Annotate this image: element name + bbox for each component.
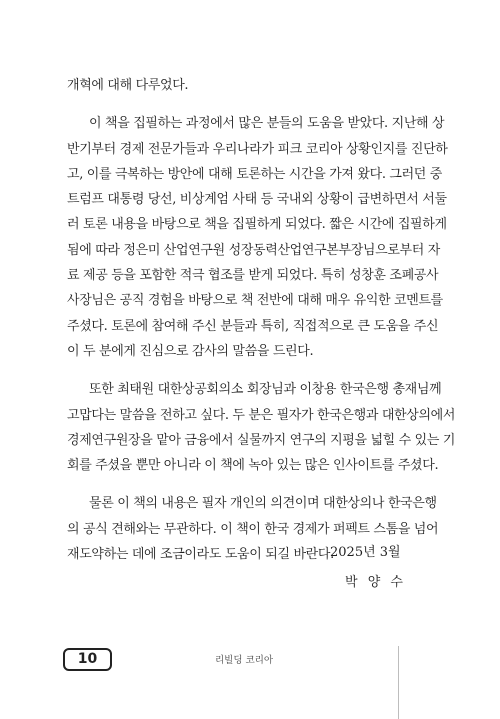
body-text — [67, 73, 456, 567]
paragraph-gap — [67, 364, 425, 377]
paragraph-4-line: 의 공식 견해와는 무관하다. 이 책이 한국 경제가 퍼펙트 스톰을 넘어 — [67, 521, 439, 537]
paragraph-3-line: 경제연구원장을 맡아 금융에서 실물까지 연구의 지평을 넓힐 수 있는 기 — [67, 432, 456, 448]
paragraph-gap — [67, 478, 425, 491]
paragraph-2-line: 주셨다. 토론에 참여해 주신 분들과 특히, 직접적으로 큰 도움을 주신 — [67, 318, 439, 334]
paragraph-2-line: 러 토론 내용을 바탕으로 책을 집필하게 되었다. 짧은 시간에 집필하게 — [67, 217, 447, 233]
paragraph-3-line: 회를 주셨을 뿐만 아니라 이 책에 녹아 있는 많은 인사이트를 주셨다. — [67, 458, 439, 474]
paragraph-gap — [67, 98, 425, 111]
paragraph-4-line: 재도약하는 데에 조금이라도 도움이 되길 바란다. — [67, 547, 334, 563]
running-book-title: 리빌딩 코리아 — [215, 655, 274, 666]
paragraph-3-line: 또한 최태원 대한상공회의소 회장님과 이창용 한국은행 총재님께 — [89, 382, 442, 398]
paragraph-2-line: 료 제공 등을 포함한 적극 협조를 받게 되었다. 특히 성창훈 조폐공사 — [67, 268, 439, 284]
page-number-badge: 10 — [63, 648, 112, 671]
paragraph-2-line: 트럼프 대통령 당선, 비상계엄 사태 등 국내외 상황이 급변하면서 서둘 — [67, 192, 447, 208]
paragraph-2-line: 반기부터 경제 전문가들과 우리나라가 피크 코리아 상황인지를 진단하 — [67, 141, 448, 157]
signature-author: 박 양 수 — [345, 575, 406, 590]
signature-date: 2025년 3월 — [330, 545, 401, 560]
paragraph-2-line: 됨에 따라 정은미 산업연구원 성장동력산업연구본부장님으로부터 자 — [67, 242, 440, 258]
paragraph-4-line: 물론 이 책의 내용은 필자 개인의 의견이며 대한상의나 한국은행 — [89, 496, 437, 512]
paragraph-1-line: 개혁에 대해 다루었다. — [67, 78, 189, 93]
paragraph-2-line: 이 두 분에게 진심으로 감사의 말씀을 드린다. — [67, 343, 314, 359]
footer-divider — [398, 646, 399, 719]
paragraph-2-line: 고, 이를 극복하는 방안에 대해 토론하는 시간을 가져 왔다. 그러던 중 — [67, 166, 443, 182]
paragraph-2-line: 이 책을 집필하는 과정에서 많은 분들의 도움을 받았다. 지난해 상 — [89, 116, 445, 132]
paragraph-3-line: 고맙다는 말씀을 전하고 싶다. 두 분은 필자가 한국은행과 대한상의에서 — [67, 407, 456, 423]
paragraph-2-line: 사장님은 공직 경험을 바탕으로 책 전반에 대해 매우 유익한 코멘트를 — [67, 293, 443, 309]
